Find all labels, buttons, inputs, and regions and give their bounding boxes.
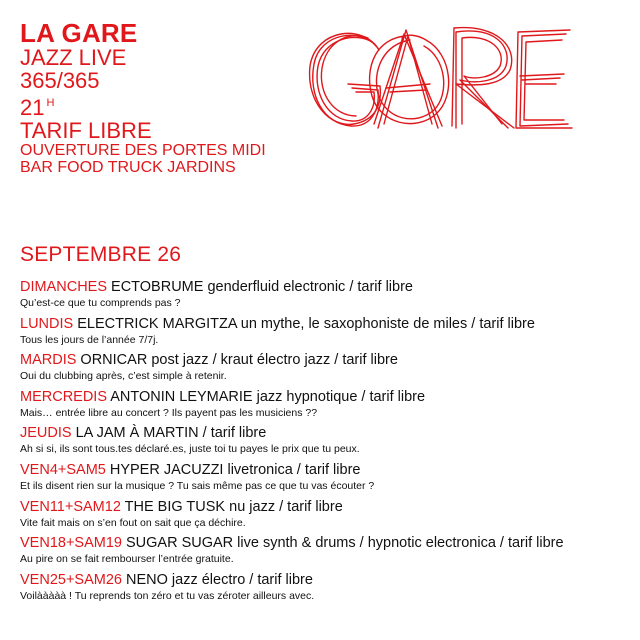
venue-title: LA GARE	[20, 18, 138, 48]
event-line	[20, 571, 630, 590]
event-title: ECTOBRUME genderfluid electronic / tarif libre	[107, 279, 413, 295]
jazz-live-line: JAZZ LIVE	[20, 45, 127, 70]
event-item	[20, 278, 630, 315]
event-title: THE BIG TUSK nu jazz / tarif libre	[120, 498, 343, 515]
event-title: ANTONIN LEYMARIE jazz hypnotique / tarif libre	[107, 388, 426, 405]
event-line	[20, 388, 630, 407]
event-day: LUNDIS	[20, 315, 74, 332]
event-day: JEUDIS	[20, 425, 72, 442]
time-line	[20, 92, 266, 119]
event-line	[20, 351, 630, 370]
tarif-line: TARIF LIBRE	[20, 118, 152, 143]
event-line	[20, 424, 630, 443]
event-item	[20, 461, 630, 498]
event-description: Qu’est-ce que tu comprends pas ?	[20, 297, 181, 309]
event-description: Voilààààà ! Tu reprends ton zéro et tu vas zéroter ailleurs avec.	[20, 589, 315, 602]
month-heading: SEPTEMBRE 26	[20, 243, 182, 266]
event-title: NENO jazz électro / tarif libre	[121, 571, 313, 588]
opening-line: OUVERTURE DES PORTES MIDI	[20, 142, 266, 159]
event-item	[20, 315, 630, 352]
event-day: DIMANCHES	[20, 279, 108, 295]
event-day: MERCREDIS	[20, 388, 108, 405]
event-item	[20, 388, 630, 425]
event-item	[20, 534, 630, 571]
event-day: VEN4+SAM5	[20, 461, 106, 478]
event-line	[20, 461, 630, 480]
event-title: LA JAM À MARTIN / tarif libre	[71, 425, 267, 442]
event-description: Vite fait mais on s’en fout on sait que ça déchire.	[20, 516, 246, 529]
event-description: Tous les jours de l’année 7/7j.	[20, 333, 159, 346]
event-line	[20, 278, 630, 297]
event-item	[20, 498, 630, 535]
event-list	[20, 278, 630, 607]
event-description: Mais… entrée libre au concert ? Ils payent pas les musiciens ??	[20, 406, 318, 419]
event-day: VEN25+SAM26	[20, 571, 122, 588]
event-description: Au pire on se fait rembourser l’entrée gratuite.	[20, 553, 234, 566]
event-description: Oui du clubbing après, c’est simple à retenir.	[20, 370, 227, 383]
event-description: Et ils disent rien sur la musique ? Tu sais même pas ce que tu vas écouter ?	[20, 479, 375, 492]
event-item	[20, 424, 630, 461]
event-title: ELECTRICK MARGITZA un mythe, le saxophoniste de miles / tarif libre	[73, 315, 535, 332]
time-value: 21	[20, 95, 45, 120]
event-day: MARDIS	[20, 352, 77, 369]
event-line	[20, 498, 630, 517]
gare-logo	[306, 24, 612, 134]
event-line	[20, 534, 630, 553]
time-suffix: H	[46, 97, 55, 109]
header	[20, 20, 266, 176]
event-line	[20, 315, 630, 334]
event-description: Ah si si, ils sont tous.tes déclaré.es, juste toi tu payes le prix que tu peux.	[20, 443, 360, 456]
event-item	[20, 571, 630, 608]
event-title: SUGAR SUGAR live synth & drums / hypnotic electronica / tarif libre	[121, 535, 564, 552]
event-day: VEN11+SAM12	[20, 498, 121, 515]
event-title: ORNICAR post jazz / kraut électro jazz / tarif libre	[76, 352, 398, 369]
logo-letter-r	[452, 28, 514, 128]
event-title: HYPER JACUZZI livetronica / tarif libre	[105, 461, 361, 478]
logo-letter-e	[516, 30, 572, 128]
amenities-line: BAR FOOD TRUCK JARDINS	[20, 159, 236, 176]
event-item	[20, 351, 630, 388]
days-line: 365/365	[20, 68, 100, 93]
event-day: VEN18+SAM19	[20, 535, 122, 552]
logo-circle	[370, 35, 449, 123]
